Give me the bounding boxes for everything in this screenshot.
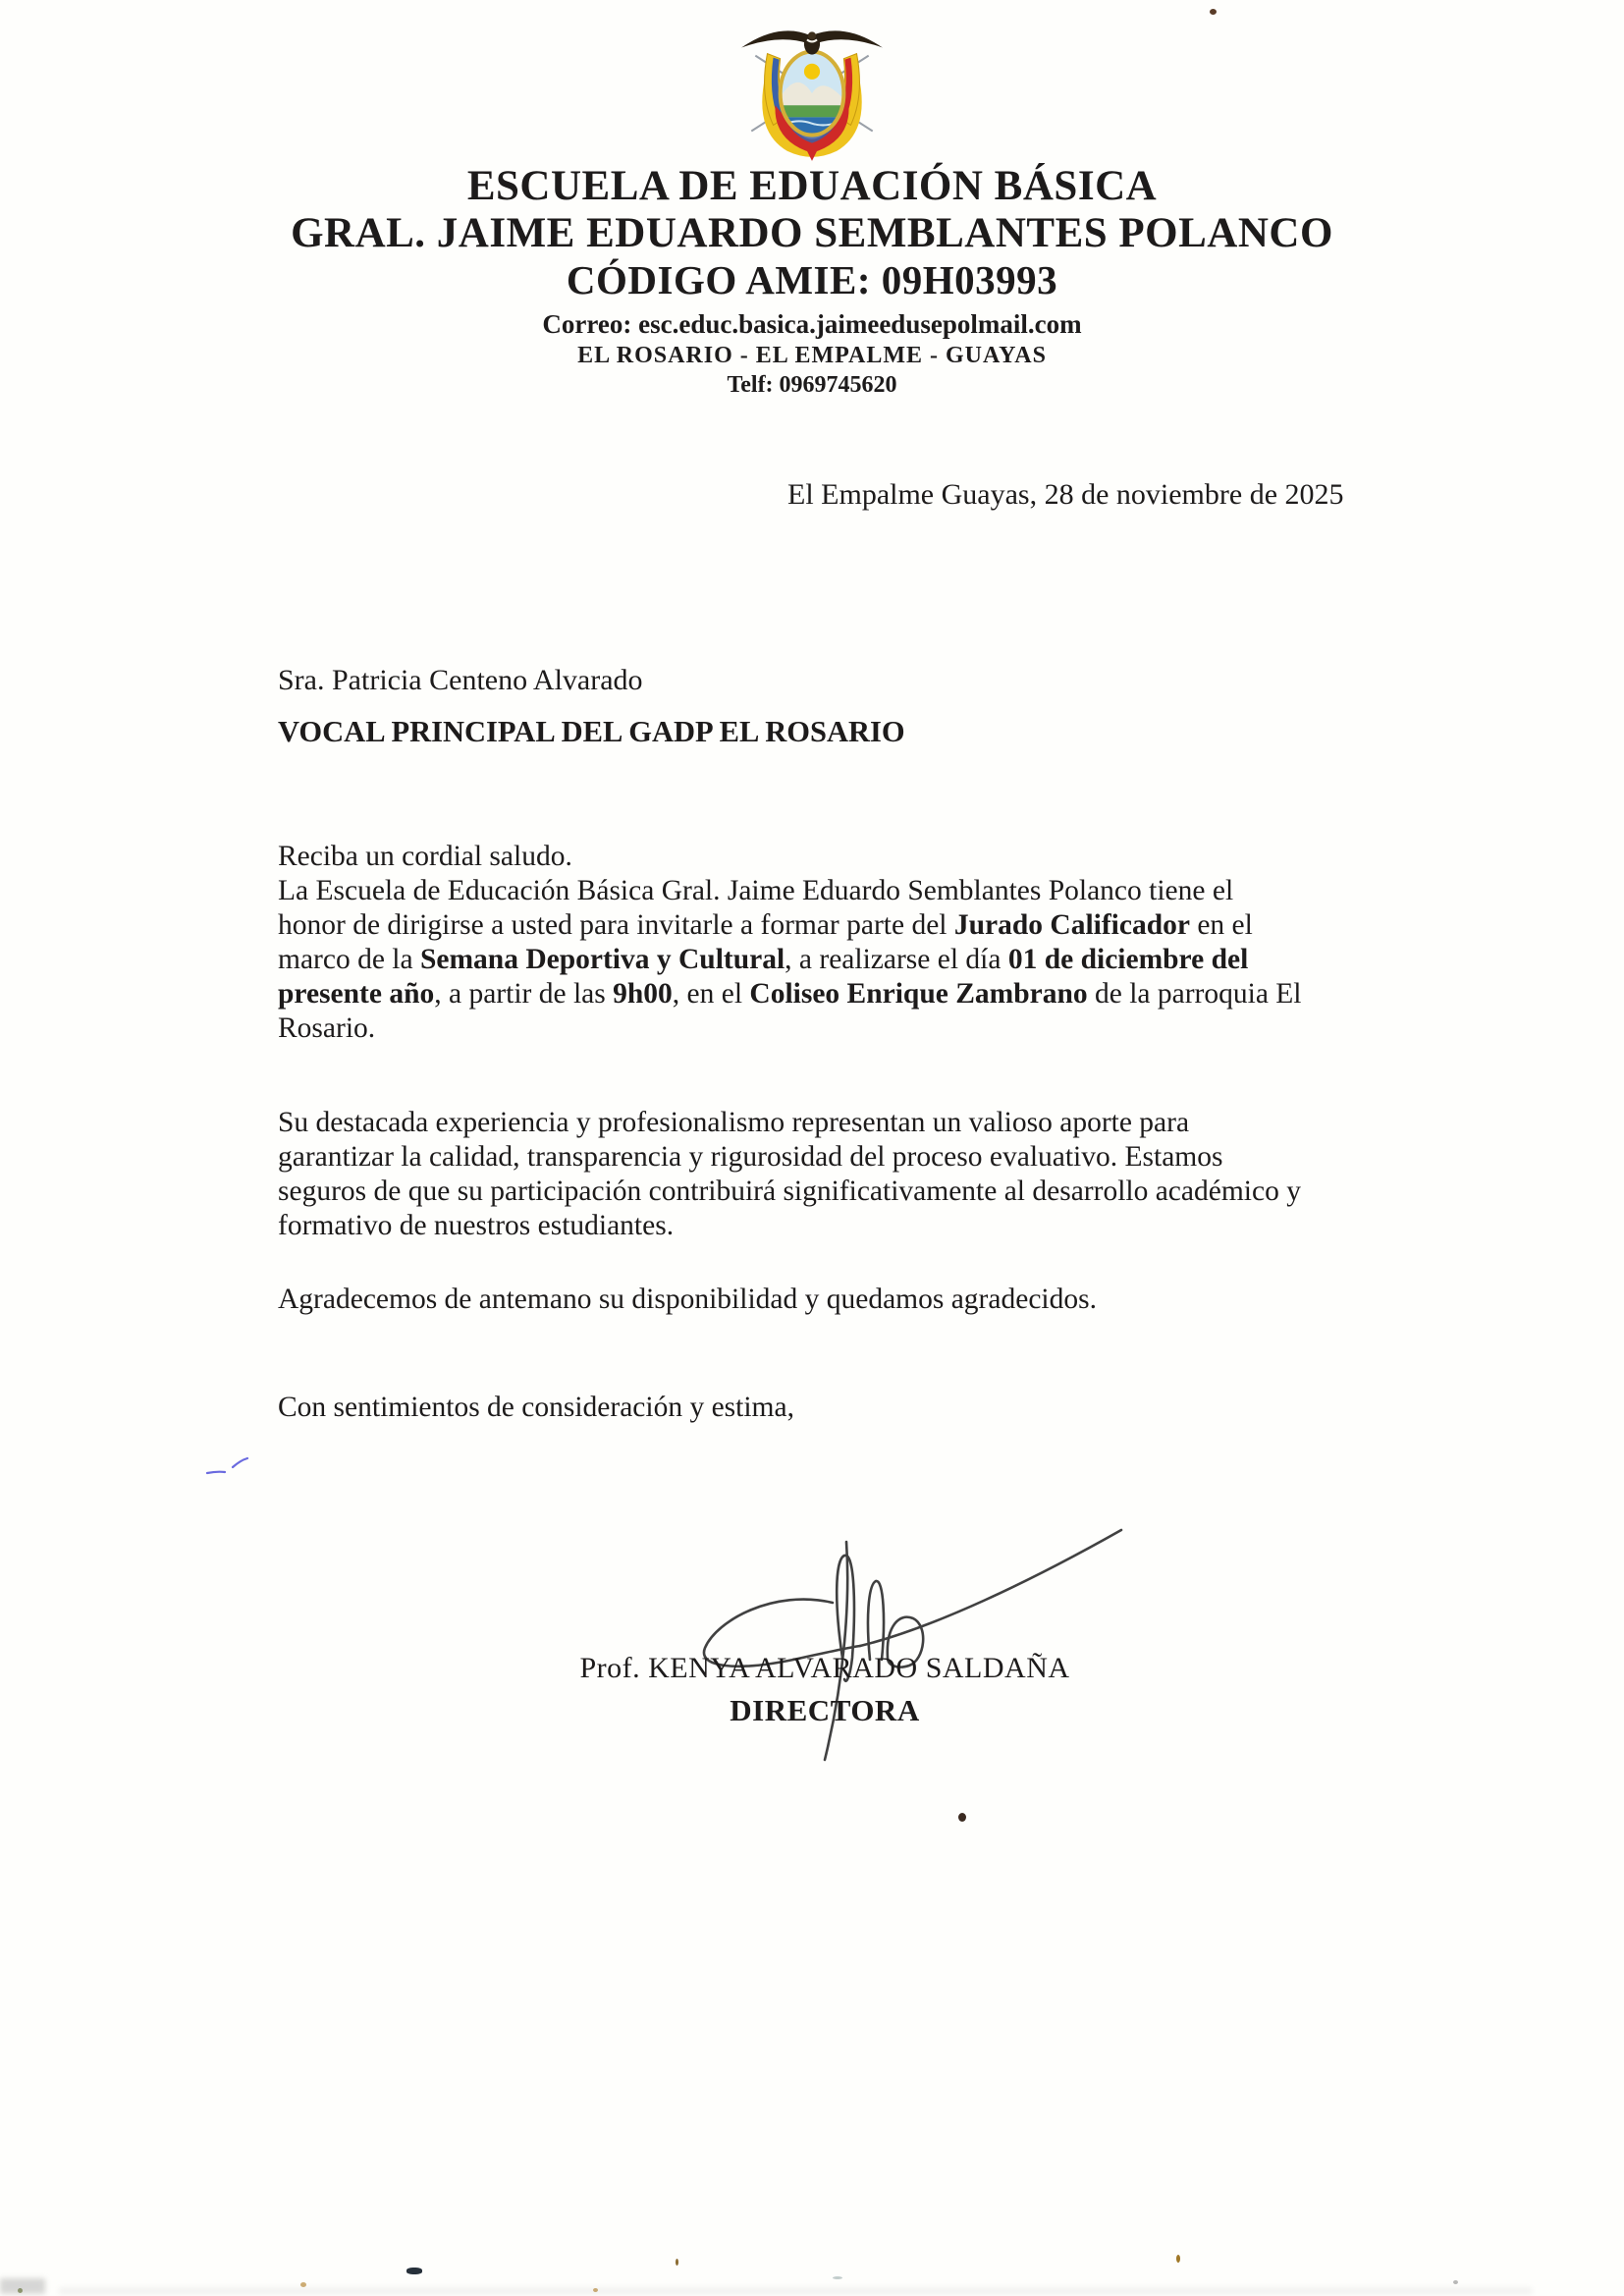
school-name-line2: GRAL. JAIME EDUARDO SEMBLANTES POLANCO bbox=[291, 210, 1333, 256]
blue-pen-mark bbox=[201, 1451, 270, 1483]
scan-speck bbox=[1210, 9, 1217, 15]
scan-speck bbox=[833, 2276, 842, 2279]
scan-speck bbox=[1176, 2255, 1180, 2263]
ecuador-coat-of-arms-icon bbox=[728, 14, 896, 161]
scan-smudge bbox=[0, 2278, 45, 2294]
signer-name: Prof. KENYA ALVARADO SALDAÑA bbox=[579, 1652, 1070, 1684]
scan-speck bbox=[958, 1813, 966, 1822]
recipient-name: Sra. Patricia Centeno Alvarado bbox=[278, 664, 643, 696]
school-phone: Telf: 0969745620 bbox=[727, 372, 897, 398]
paragraph-thanks: Agradecemos de antemano su disponibilidad y quedamos agradecidos. bbox=[278, 1284, 1097, 1315]
school-email: Correo: esc.educ.basica.jaimeedusepolmail.com bbox=[542, 309, 1082, 339]
school-name-line1: ESCUELA DE EDUACIÓN BÁSICA bbox=[466, 163, 1158, 209]
recipient-title: VOCAL PRINCIPAL DEL GADP EL ROSARIO bbox=[278, 715, 905, 748]
scan-speck bbox=[1453, 2280, 1458, 2284]
school-location: EL ROSARIO - EL EMPALME - GUAYAS bbox=[577, 343, 1047, 368]
scan-speck bbox=[300, 2282, 306, 2287]
handwritten-signature bbox=[677, 1512, 1139, 1768]
school-amie-code: CÓDIGO AMIE: 09H03993 bbox=[566, 257, 1058, 302]
date-line: El Empalme Guayas, 28 de noviembre de 2025 bbox=[787, 478, 1344, 511]
paragraph-appreciation: Su destacada experiencia y profesionalismo representan un valioso aporte para garantizar la calidad, transparencia y rigurosidad del proceso evaluativo. Estamos seguros de que su participación contribuirá significativamente al desarrollo académico y formativo de nuestros estudiantes. bbox=[278, 1107, 1301, 1241]
letterhead bbox=[0, 0, 1624, 400]
scan-speck bbox=[406, 2268, 422, 2274]
signer-role: DIRECTORA bbox=[730, 1693, 920, 1727]
paragraph-invitation: Reciba un cordial saludo. La Escuela de Educación Básica Gral. Jaime Eduardo Semblantes Polanco tiene el honor de dirigirse a usted para invitarle a formar parte del Jurado Calificador en el marco de la Semana Deportiva y Cultural, a realizarse el día 01 de diciembre del presente año, a partir de las 9h00, en el Coliseo Enrique Zambrano de la parroquia El Rosario. bbox=[278, 841, 1302, 1044]
scan-speck bbox=[676, 2259, 678, 2266]
scan-edge-shadow bbox=[59, 2288, 1532, 2294]
paragraph-closing: Con sentimientos de consideración y estima, bbox=[278, 1392, 794, 1423]
